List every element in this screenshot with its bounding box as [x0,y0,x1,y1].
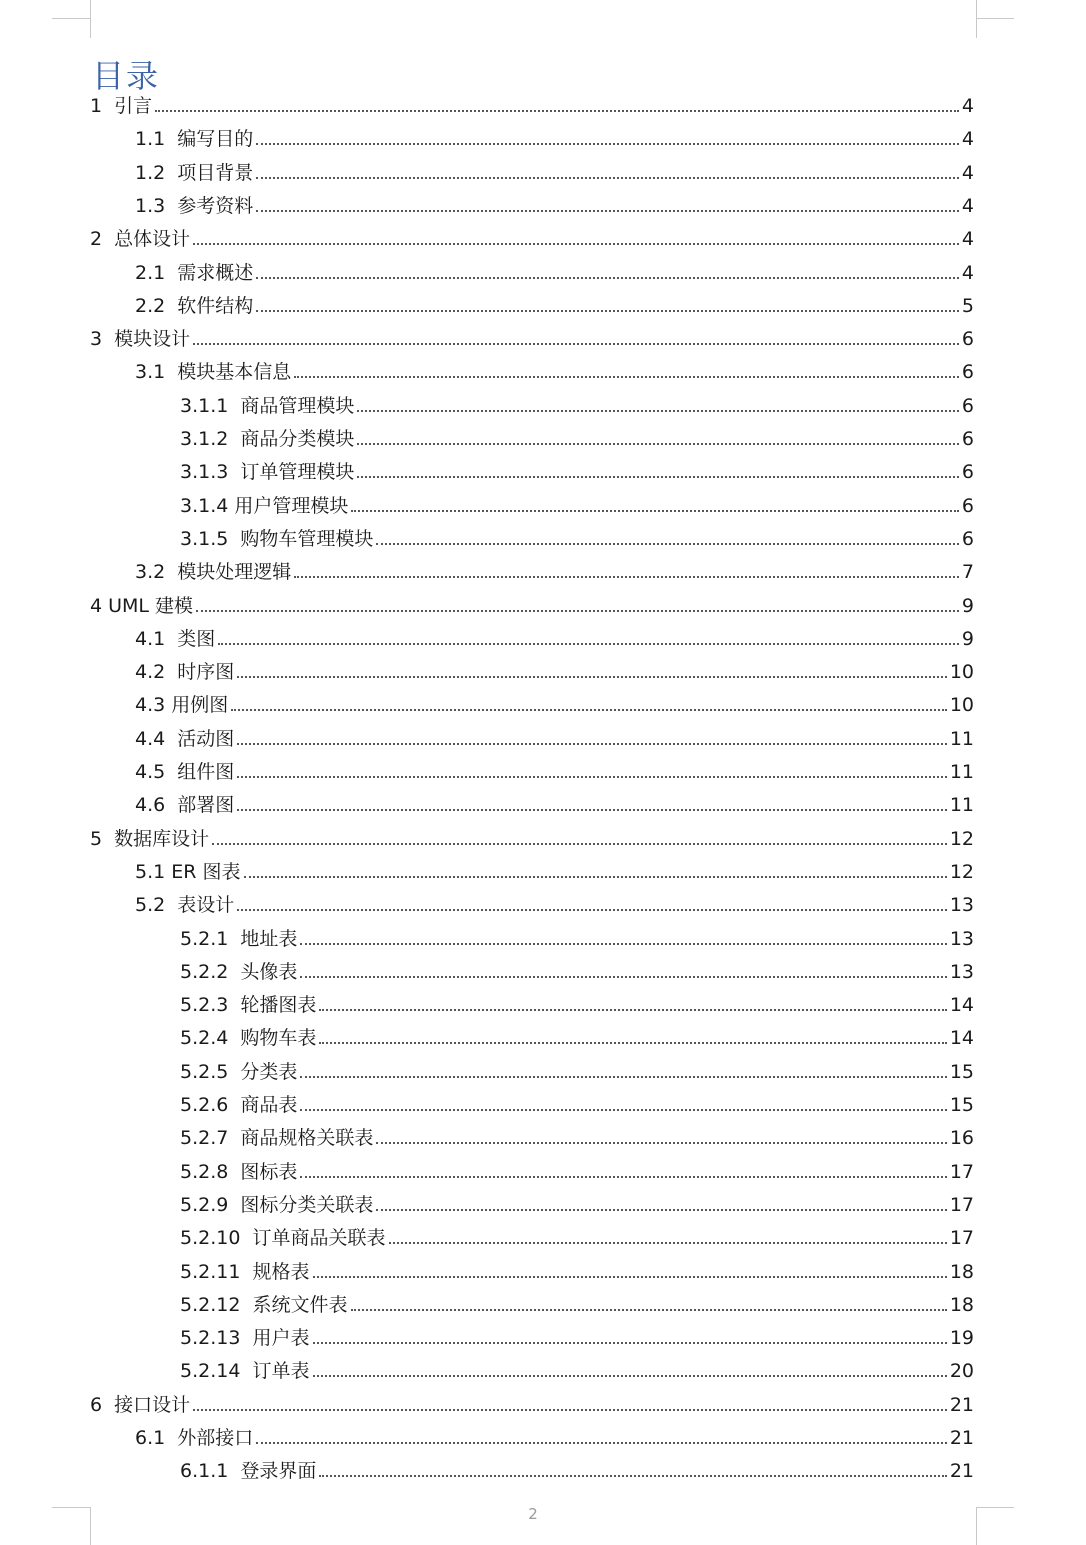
toc-entry-page: 17 [949,1160,974,1183]
toc-entry-page: 4 [961,128,974,151]
toc-dot-leader [389,1241,947,1244]
toc-dot-leader [300,942,946,945]
toc-dot-leader [256,1441,947,1444]
toc-entry[interactable] [0,417,974,450]
toc-entry-label: 5.2.13 用户表 [180,1327,310,1350]
toc-entry-label: 4.3 用例图 [135,694,229,717]
toc-entry-label: 1.2 项目背景 [135,161,254,184]
toc-dot-leader [256,276,959,279]
toc-dot-leader [256,209,959,212]
toc-entry[interactable] [0,550,974,583]
toc-dot-leader [313,1275,947,1278]
toc-entry-page: 10 [949,694,974,717]
toc-entry-page: 6 [961,527,974,550]
toc-entry-page: 20 [949,1360,974,1383]
toc-entry-label: 3.1 模块基本信息 [135,361,292,384]
toc-entry[interactable] [0,617,974,650]
toc-entry[interactable] [0,84,974,117]
toc-entry-page: 9 [961,594,974,617]
toc-entry-label: 5.2.4 购物车表 [180,1027,317,1050]
toc-dot-leader [376,542,958,545]
toc-entry-page: 18 [949,1260,974,1283]
toc-entry-page: 14 [949,1027,974,1050]
toc-entry-page: 17 [949,1227,974,1250]
toc-entry[interactable] [0,1116,974,1149]
toc-entry-label: 5.2 表设计 [135,894,235,917]
toc-dot-leader [237,675,947,678]
crop-mark-top-right-h [976,18,1014,19]
toc-entry-page: 21 [949,1460,974,1483]
toc-entry-page: 6 [961,328,974,351]
toc-entry[interactable] [0,917,974,950]
toc-entry[interactable] [0,117,974,150]
toc-entry[interactable] [0,1349,974,1382]
toc-entry-page: 21 [949,1393,974,1416]
toc-dot-leader [319,1008,946,1011]
toc-entry-page: 4 [961,95,974,117]
toc-entry[interactable] [0,151,974,184]
toc-dot-leader [313,1341,947,1344]
toc-dot-leader [313,1374,947,1377]
toc-entry-page: 6 [961,361,974,384]
toc-entry[interactable] [0,317,974,350]
toc-entry[interactable] [0,717,974,750]
toc-dot-leader [357,442,958,445]
toc-dot-leader [244,875,947,878]
toc-entry-page: 4 [961,261,974,284]
crop-mark-top-right-v [976,0,977,38]
toc-entry-label: 5.2.10 订单商品关联表 [180,1227,386,1250]
toc-entry-label: 3.1.1 商品管理模块 [180,394,355,417]
toc-entry[interactable] [0,950,974,983]
crop-mark-top-left-h [52,18,90,19]
toc-entry-label: 6.1 外部接口 [135,1427,254,1449]
toc-entry[interactable] [0,1283,974,1316]
toc-entry-label: 1 引言 [90,95,153,117]
toc-entry-page: 18 [949,1293,974,1316]
toc-entry-page: 11 [949,794,974,817]
toc-entry[interactable] [0,1183,974,1216]
toc-entry[interactable] [0,650,974,683]
toc-entry-label: 3 模块设计 [90,328,191,351]
toc-entry-label: 5.2.14 订单表 [180,1360,310,1383]
toc-entry-label: 5.2.2 头像表 [180,960,298,983]
toc-entry-label: 1.1 编写目的 [135,128,254,151]
toc-entry-page: 12 [949,827,974,850]
toc-dot-leader [376,1141,946,1144]
toc-entry-page: 13 [949,960,974,983]
toc-entry-label: 5.2.3 轮播图表 [180,994,317,1017]
toc-entry[interactable] [0,983,974,1016]
toc-entry-page: 14 [949,994,974,1017]
toc-entry-page: 15 [949,1060,974,1083]
toc-entry-label: 3.1.3 订单管理模块 [180,461,355,484]
toc-entry-label: 5.2.1 地址表 [180,927,298,950]
toc-entry-label: 3.1.5 购物车管理模块 [180,527,374,550]
toc-entry-label: 5.1 ER 图表 [135,860,241,883]
toc-entry[interactable] [0,1216,974,1249]
toc-dot-leader [376,1208,946,1211]
toc-dot-leader [300,1075,946,1078]
toc-dot-leader [218,642,959,645]
toc-entry-label: 4 UML 建模 [90,594,194,617]
toc-dot-leader [237,808,947,811]
toc-entry-label: 3.2 模块处理逻辑 [135,561,292,584]
toc-entry-page: 4 [961,228,974,251]
toc-entry-page: 9 [961,627,974,650]
toc-entry[interactable] [0,1316,974,1349]
toc-dot-leader [193,1408,947,1411]
toc-entry[interactable] [0,1083,974,1116]
toc-entry-page: 21 [949,1427,974,1449]
toc-entry[interactable] [0,850,974,883]
toc-entry-page: 19 [949,1327,974,1350]
toc-entry[interactable] [0,783,974,816]
toc-dot-leader [256,309,959,312]
toc-entry[interactable] [0,1416,974,1449]
toc-entry-page: 15 [949,1094,974,1116]
toc-entry-page: 11 [949,761,974,783]
toc-entry-page: 12 [949,860,974,883]
toc-entry-label: 6.1.1 登录界面 [180,1460,317,1483]
toc-entry-label: 6 接口设计 [90,1393,191,1416]
toc-entry-page: 13 [949,894,974,917]
toc-entry-label: 5.2.8 图标表 [180,1160,298,1183]
toc-entry[interactable] [0,484,974,517]
toc-dot-leader [357,475,958,478]
toc-entry[interactable] [0,450,974,483]
toc-dot-leader [351,1308,947,1311]
toc-entry-label: 5.2.5 分类表 [180,1060,298,1083]
toc-entry-page: 13 [949,927,974,950]
toc-entry-page: 6 [961,394,974,417]
toc-entry[interactable] [0,184,974,217]
toc-entry[interactable] [0,750,974,783]
toc-entry-page: 4 [961,161,974,184]
toc-entry-page: 7 [961,561,974,584]
toc-dot-leader [231,708,947,711]
toc-dot-leader [351,509,959,512]
toc-entry-page: 6 [961,428,974,450]
toc-dot-leader [300,975,946,978]
toc-dot-leader [300,1108,946,1111]
crop-mark-top-left-v [90,0,91,38]
toc-entry-label: 4.1 类图 [135,627,216,650]
toc-entry[interactable] [0,683,974,716]
toc-entry-page: 6 [961,494,974,517]
toc-entry[interactable] [0,584,974,617]
toc-dot-leader [237,908,947,911]
toc-entry-label: 2 总体设计 [90,228,191,251]
toc-dot-leader [294,375,959,378]
toc-entry-label: 5.2.11 规格表 [180,1260,310,1283]
toc-entry-label: 4.5 组件图 [135,761,235,783]
toc-entry-page: 5 [961,294,974,317]
toc-entry-label: 2.2 软件结构 [135,294,254,317]
toc-entry[interactable] [0,1449,974,1482]
toc-entry[interactable] [0,1050,974,1083]
toc-entry-label: 4.4 活动图 [135,727,235,750]
page-number: 2 [528,1505,538,1523]
toc-dot-leader [319,1041,946,1044]
toc-entry[interactable] [0,284,974,317]
toc-entry-page: 6 [961,461,974,484]
toc-entry[interactable] [0,384,974,417]
toc-entry-label: 1.3 参考资料 [135,194,254,217]
toc-entry-page: 11 [949,727,974,750]
toc-dot-leader [237,742,947,745]
toc-entry-label: 5.2.12 系统文件表 [180,1293,348,1316]
toc-dot-leader [300,1175,946,1178]
toc-entry-label: 3.1.2 商品分类模块 [180,428,355,450]
toc-entry-label: 4.6 部署图 [135,794,235,817]
toc-entry[interactable] [0,1016,974,1049]
toc-dot-leader [294,575,959,578]
toc-entry[interactable] [0,817,974,850]
toc-entry-label: 5 数据库设计 [90,827,210,850]
toc-entry-page: 17 [949,1193,974,1216]
toc-entry-label: 4.2 时序图 [135,661,235,684]
toc-entry-page: 10 [949,661,974,684]
toc-dot-leader [256,142,959,145]
toc-dot-leader [196,609,959,612]
toc-entry[interactable] [0,1383,974,1416]
toc-dot-leader [193,342,959,345]
toc-entry-label: 2.1 需求概述 [135,261,254,284]
toc-entry-page: 4 [961,194,974,217]
toc-entry-label: 5.2.6 商品表 [180,1094,298,1116]
toc-dot-leader [155,109,959,112]
toc-entry-label: 5.2.9 图标分类关联表 [180,1193,374,1216]
toc-entry-label: 5.2.7 商品规格关联表 [180,1127,374,1150]
toc-entry-page: 16 [949,1127,974,1150]
toc-entry[interactable] [0,1150,974,1183]
toc-entry[interactable] [0,251,974,284]
toc-entry[interactable] [0,883,974,916]
toc-entry[interactable] [0,217,974,250]
toc-dot-leader [357,409,958,412]
toc-title: 目录 [92,57,161,96]
toc-entry[interactable] [0,1250,974,1283]
toc-dot-leader [237,775,947,778]
toc-dot-leader [193,242,959,245]
toc-dot-leader [319,1474,946,1477]
toc-entry[interactable] [0,517,974,550]
toc-dot-leader [256,176,959,179]
toc-entry-label: 3.1.4 用户管理模块 [180,494,349,517]
toc-dot-leader [212,842,947,845]
toc-entry[interactable] [0,350,974,383]
